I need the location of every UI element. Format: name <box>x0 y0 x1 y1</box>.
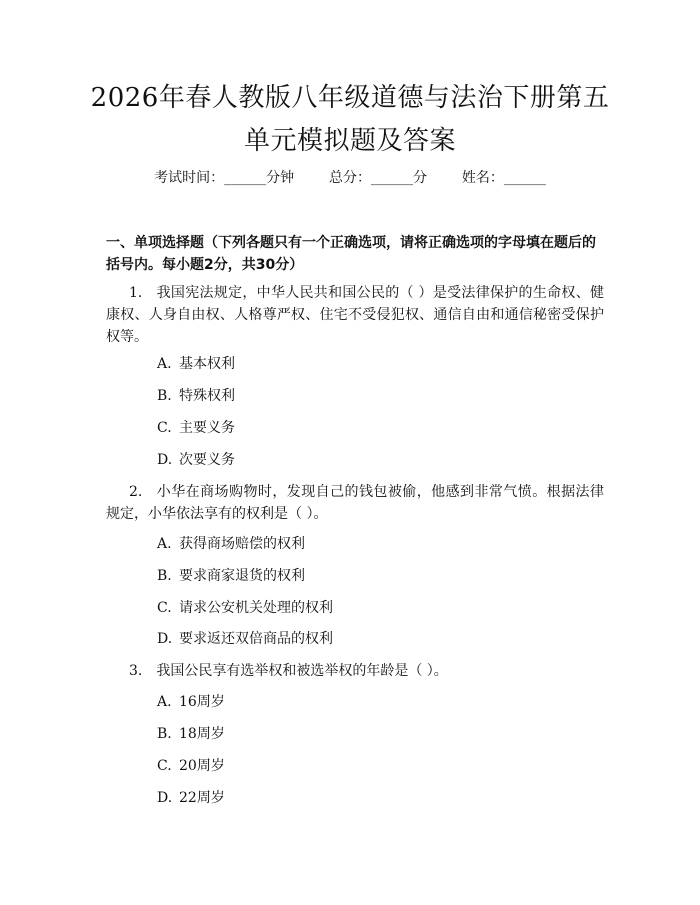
option-text: 获得商场赔偿的权利 <box>179 536 305 552</box>
option-2a <box>157 534 305 554</box>
option-1c <box>157 418 235 438</box>
question-number: 3. <box>129 663 143 679</box>
score-blank: ______ <box>371 170 413 186</box>
option-letter: D. <box>157 452 173 468</box>
option-letter: B. <box>157 388 172 404</box>
exam-info-line <box>0 168 700 188</box>
score-unit: 分 <box>413 170 427 186</box>
option-text: 要求返还双倍商品的权利 <box>179 631 333 647</box>
option-letter: A. <box>157 694 172 710</box>
section-heading: 一、单项选择题（下列各题只有一个正确选项，请将正确选项的字母填在题后的括号内。每小题2分，共30分） <box>106 235 596 273</box>
option-text: 20周岁 <box>179 758 225 774</box>
option-1d <box>157 450 235 470</box>
question-2 <box>106 481 604 525</box>
question-number: 2. <box>129 484 143 500</box>
option-letter: D. <box>157 631 173 647</box>
option-3b <box>157 724 225 744</box>
option-text: 要求商家退货的权利 <box>179 568 305 584</box>
option-text: 特殊权利 <box>179 388 235 404</box>
option-letter: B. <box>157 726 172 742</box>
option-1b <box>157 386 235 406</box>
option-text: 16周岁 <box>179 694 225 710</box>
name-label: 姓名： <box>461 170 504 186</box>
time-blank: ______ <box>224 170 267 186</box>
question-text: 小华在商场购物时，发现自己的钱包被偷，他感到非常气愤。根据法律规定，小华依法享有的权利是（ ）。 <box>106 484 604 522</box>
option-text: 18周岁 <box>179 726 225 742</box>
option-letter: C. <box>157 758 172 774</box>
option-letter: B. <box>157 568 172 584</box>
option-text: 基本权利 <box>179 356 235 372</box>
option-3a <box>157 692 225 712</box>
time-label: 考试时间： <box>154 170 225 186</box>
option-2d <box>157 629 333 649</box>
question-number: 1. <box>129 285 143 301</box>
option-text: 主要义务 <box>179 420 235 436</box>
option-letter: C. <box>157 420 172 436</box>
option-text: 次要义务 <box>179 452 235 468</box>
option-2c <box>157 598 333 618</box>
score-label: 总分： <box>329 170 371 186</box>
option-1a <box>157 354 235 374</box>
option-3c <box>157 756 225 776</box>
document-title-line-1: 2026年春人教版八年级道德与法治下册第五 <box>90 83 610 113</box>
name-blank: ______ <box>503 170 546 186</box>
option-letter: A. <box>157 536 172 552</box>
question-3 <box>106 660 604 682</box>
option-letter: A. <box>157 356 172 372</box>
option-text: 请求公安机关处理的权利 <box>179 600 333 616</box>
option-letter: C. <box>157 600 172 616</box>
document-title-line-2: 单元模拟题及答案 <box>243 126 456 156</box>
question-1 <box>106 282 604 348</box>
question-text: 我国公民享有选举权和被选举权的年龄是（ ）。 <box>156 663 448 679</box>
option-3d <box>157 788 225 808</box>
option-text: 22周岁 <box>179 790 225 806</box>
option-letter: D. <box>157 790 173 806</box>
option-2b <box>157 566 305 586</box>
time-unit: 分钟 <box>266 170 295 186</box>
question-text: 我国宪法规定，中华人民共和国公民的（ ）是受法律保护的生命权、健康权、人身自由权、人格尊严权、住宅不受侵犯权、通信自由和通信秘密受保护权等。 <box>106 285 604 345</box>
